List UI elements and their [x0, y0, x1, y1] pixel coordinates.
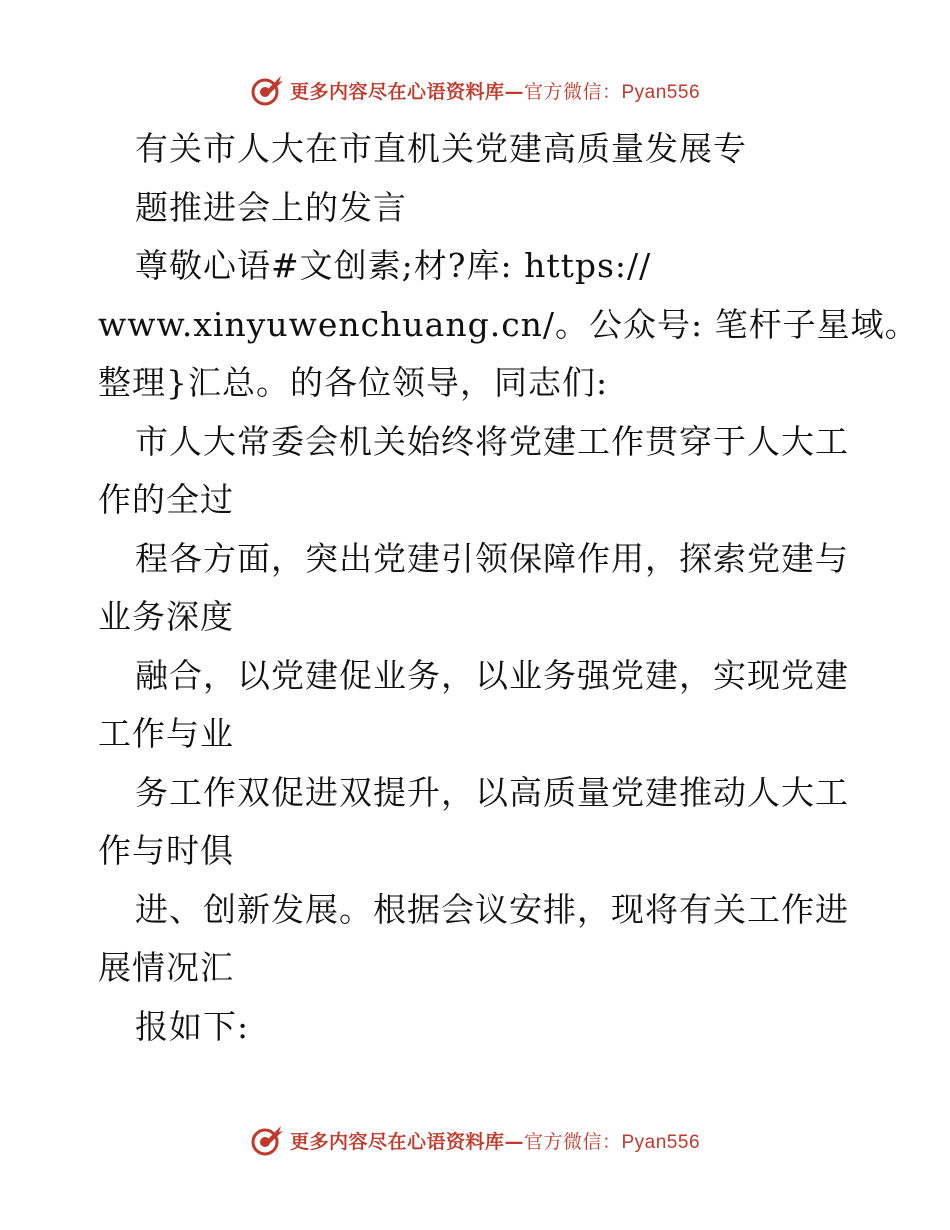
banner-brand: 更多内容尽在心语资料库 — [289, 80, 505, 103]
text-line: 展情况汇 — [98, 948, 234, 987]
footer-banner — [0, 1120, 950, 1160]
text-line: 报如下: — [135, 1006, 250, 1046]
banner-text — [290, 1127, 700, 1154]
banner-brand: 更多内容尽在心语资料库 — [289, 1130, 505, 1153]
banner-wechat-id: Pyan556 — [621, 81, 701, 103]
text-line: 工作与业 — [98, 714, 234, 753]
banner-separator: — — [504, 80, 524, 103]
quill-logo-icon — [250, 73, 284, 107]
document-body — [98, 120, 919, 1056]
banner-text — [290, 77, 700, 104]
text-line: 市人大常委会机关始终将党建工作贯穿于人大工 — [135, 421, 849, 461]
text-line: 作的全过 — [98, 480, 234, 519]
banner-wechat-id: Pyan556 — [621, 1131, 701, 1153]
banner-wechat-label: 官方微信： — [523, 80, 622, 103]
quill-logo-icon — [250, 1123, 284, 1157]
text-line: 程各方面，突出党建引领保障作用，探索党建与 — [135, 538, 849, 578]
text-line: 有关市人大在市直机关党建高质量发展专 — [135, 129, 747, 168]
text-line: 进、创新发展。根据会议安排，现将有关工作进 — [135, 889, 849, 929]
banner-wechat-label: 官方微信： — [523, 1130, 622, 1153]
header-banner — [0, 70, 950, 110]
text-line: 务工作双促进双提升，以高质量党建推动人大工 — [135, 772, 849, 812]
text-line: 尊敬心语#文创素;材?库: https:// — [135, 246, 652, 285]
text-line: 作与时俱 — [98, 831, 234, 870]
text-line: www.xinyuwenchuang.cn/。公众号: 笔杆子星域。 — [98, 304, 919, 344]
banner-separator: — — [504, 1130, 524, 1153]
text-line: 业务深度 — [98, 597, 234, 636]
text-line: 融合，以党建促业务，以业务强党建，实现党建 — [135, 655, 849, 695]
text-line: 整理}汇总。的各位领导，同志们: — [98, 363, 609, 402]
text-line: 题推进会上的发言 — [135, 187, 407, 227]
